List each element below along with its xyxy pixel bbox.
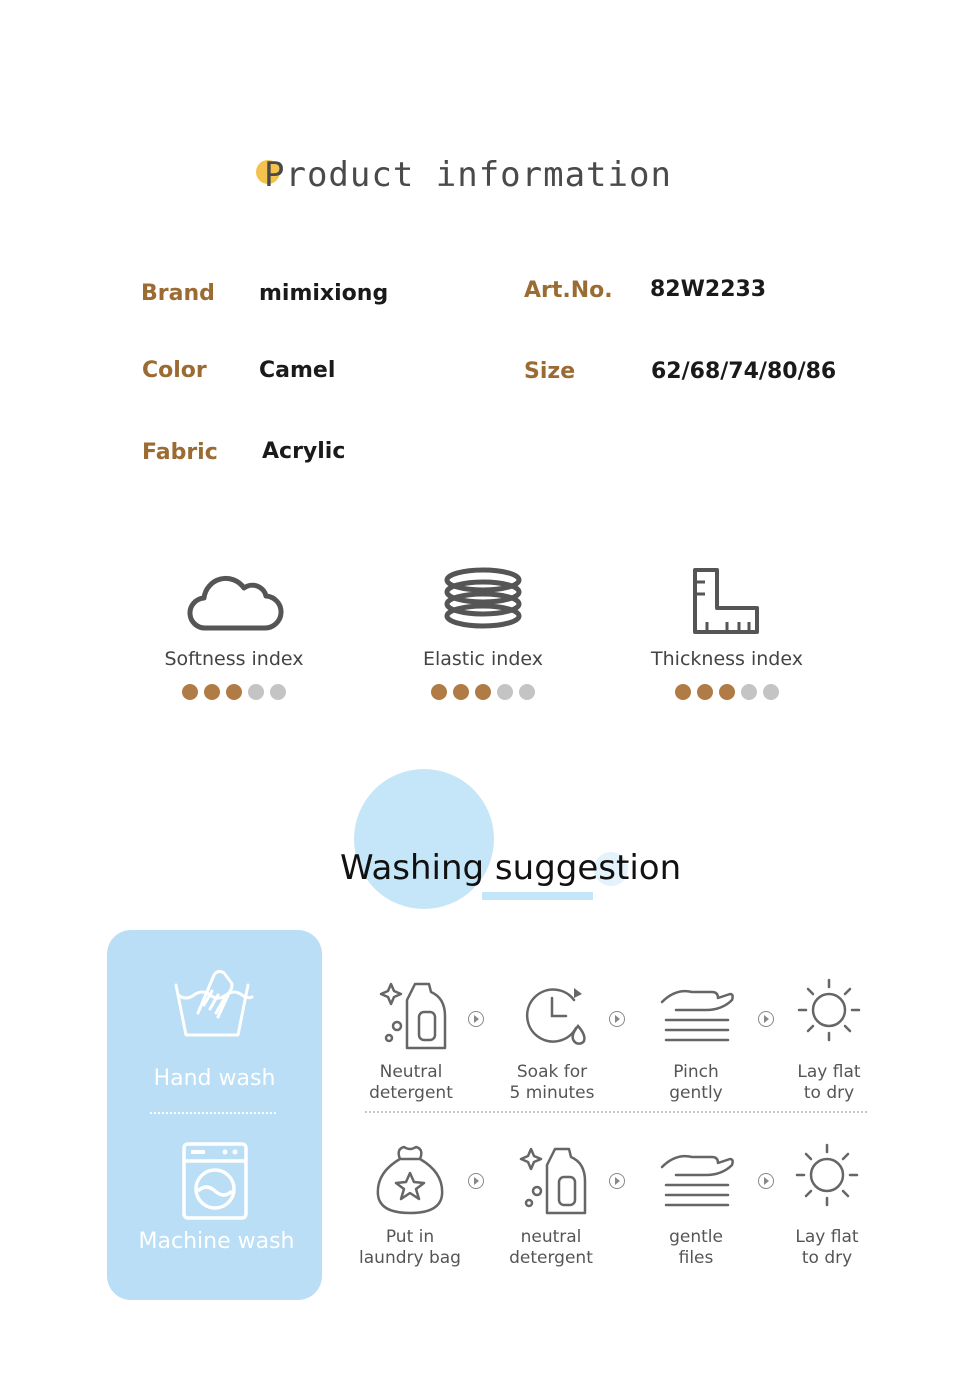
step-arrow-icon (609, 1173, 625, 1189)
ruler-icon (677, 562, 777, 634)
spring-coil-icon (433, 562, 533, 634)
hand-wash-icon (170, 965, 254, 1041)
hand-step-1 (346, 976, 476, 1104)
rating-dot-filled (453, 684, 469, 700)
fabric-value: Acrylic (262, 439, 346, 464)
step-arrow-icon (468, 1173, 484, 1189)
rating-dot-empty (763, 684, 779, 700)
panel-divider (150, 1112, 276, 1114)
detergent-bottle-icon (371, 976, 451, 1056)
steps-divider (365, 1111, 867, 1113)
rating-dot-filled (182, 684, 198, 700)
rating-dot-filled (431, 684, 447, 700)
brand-label: Brand (141, 281, 215, 306)
machine-step-2-text: neutral detergent (509, 1227, 593, 1268)
machine-step-1-text: Put in laundry bag (359, 1227, 461, 1268)
elastic-index (383, 562, 583, 700)
color-value: Camel (259, 358, 336, 383)
size-value: 62/68/74/80/86 (651, 359, 837, 384)
fabric-label: Fabric (142, 440, 218, 465)
hand-pinch-icon (656, 1141, 736, 1221)
rating-dot-filled (475, 684, 491, 700)
hand-step-3 (631, 976, 761, 1104)
hand-step-2-text: Soak for 5 minutes (509, 1062, 595, 1103)
hand-step-1-text: Neutral detergent (369, 1062, 453, 1103)
sun-icon (787, 1141, 867, 1221)
machine-step-4 (762, 1141, 892, 1269)
step-arrow-icon (468, 1011, 484, 1027)
machine-step-1 (345, 1141, 475, 1269)
washing-heading: Washing suggestion (340, 848, 682, 888)
hand-step-4-text: Lay flat to dry (797, 1062, 861, 1103)
rating-dot-filled (204, 684, 220, 700)
machine-wash-label: Machine wash (138, 1229, 295, 1254)
title-text: Product information (264, 155, 672, 195)
softness-index-label: Softness index (164, 648, 304, 670)
thickness-index (627, 562, 827, 700)
step-arrow-icon (609, 1011, 625, 1027)
heading-underline (482, 892, 593, 900)
rating-dot-empty (519, 684, 535, 700)
rating-dot-empty (248, 684, 264, 700)
rating-dot-empty (741, 684, 757, 700)
rating-dot-filled (675, 684, 691, 700)
washing-machine-icon (181, 1141, 249, 1221)
machine-step-3 (631, 1141, 761, 1269)
decorative-circle (354, 769, 494, 909)
softness-index (134, 562, 334, 700)
size-label: Size (524, 359, 576, 384)
machine-step-3-text: gentle files (669, 1227, 723, 1268)
machine-step-2 (486, 1141, 616, 1269)
hand-step-2 (487, 976, 617, 1104)
rating-dot-empty (497, 684, 513, 700)
rating-dot-filled (697, 684, 713, 700)
thickness-index-label: Thickness index (651, 648, 803, 670)
hand-pinch-icon (656, 976, 736, 1056)
color-label: Color (142, 358, 207, 383)
detergent-bottle-icon (511, 1141, 591, 1221)
hand-step-4 (764, 976, 894, 1104)
hand-step-3-text: Pinch gently (669, 1062, 723, 1103)
elastic-index-label: Elastic index (422, 648, 544, 670)
rating-dot-empty (270, 684, 286, 700)
cloud-icon (184, 562, 284, 634)
brand-value: mimixiong (259, 281, 389, 306)
hand-wash-label: Hand wash (153, 1066, 276, 1091)
art-no-label: Art.No. (524, 278, 613, 303)
clock-water-icon (512, 976, 592, 1056)
rating-dot-filled (226, 684, 242, 700)
softness-rating (134, 684, 334, 700)
rating-dot-filled (719, 684, 735, 700)
section-title (250, 150, 672, 200)
art-no-value: 82W2233 (650, 277, 767, 302)
thickness-rating (627, 684, 827, 700)
machine-step-4-text: Lay flat to dry (795, 1227, 859, 1268)
laundry-bag-icon (370, 1141, 450, 1221)
sun-icon (789, 976, 869, 1056)
elastic-rating (383, 684, 583, 700)
